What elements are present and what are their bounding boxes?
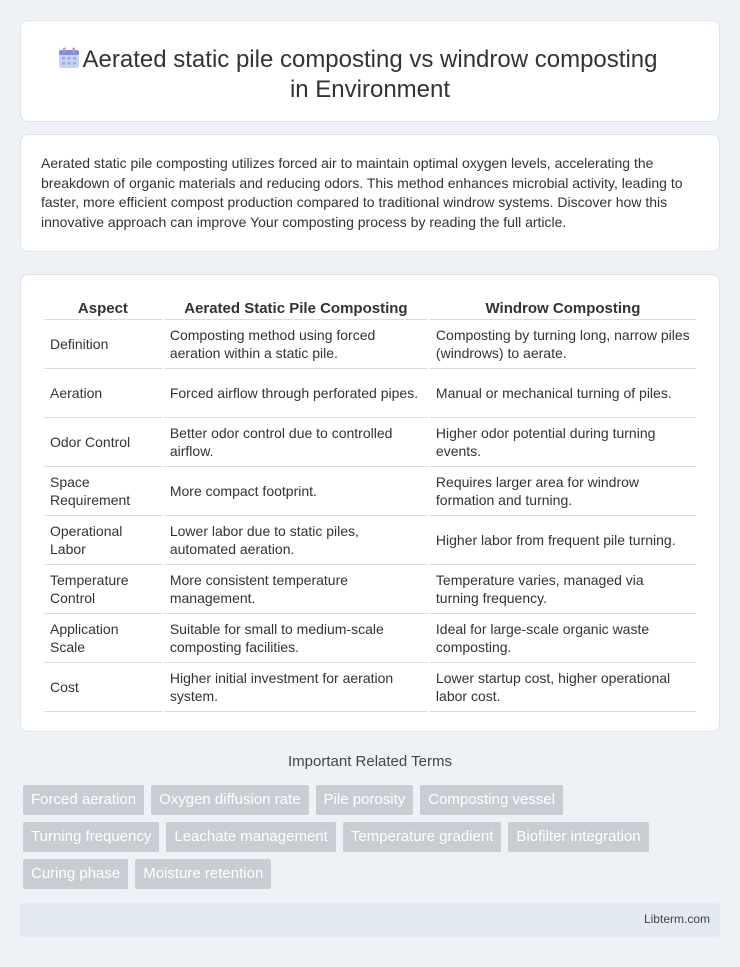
row-windrow: Higher labor from frequent pile turning. [430,516,696,565]
intro-card [20,134,720,252]
row-aerated: More consistent temperature management. [164,565,428,614]
row-aspect: Space Requirement [44,467,162,516]
row-windrow: Manual or mechanical turning of piles. [430,369,696,418]
term-tag[interactable]: Oxygen diffusion rate [151,785,308,815]
page-title-line1: Aerated static pile composting vs windrow composting [82,46,658,73]
row-aerated: Lower labor due to static piles, automated aeration. [164,516,428,565]
table-row [44,614,696,663]
row-aerated: More compact footprint. [164,467,428,516]
row-aspect: Temperature Control [44,565,162,614]
row-windrow: Temperature varies, managed via turning frequency. [430,565,696,614]
comparison-card [20,274,720,732]
row-windrow: Composting by turning long, narrow piles (windrows) to aerate. [430,320,696,369]
row-aspect: Application Scale [44,614,162,663]
footer [20,903,720,937]
row-aerated: Forced airflow through perforated pipes. [164,369,428,418]
row-aspect: Operational Labor [44,516,162,565]
row-aerated: Better odor control due to controlled airflow. [164,418,428,467]
footer-site-link[interactable]: Libterm.com [643,912,710,926]
term-tag[interactable]: Turning frequency [23,822,159,852]
row-aspect: Definition [44,320,162,369]
page-title-line2: in Environment [289,76,451,103]
row-aerated: Higher initial investment for aeration system. [164,663,428,712]
header-aspect: Aspect [44,296,162,320]
row-aspect: Odor Control [44,418,162,467]
related-terms-list [23,785,703,889]
row-windrow: Lower startup cost, higher operational labor cost. [430,663,696,712]
term-tag[interactable]: Pile porosity [316,785,414,815]
table-header-row [44,296,696,320]
table-row [44,369,696,418]
related-terms-heading: Important Related Terms [288,753,452,770]
term-tag[interactable]: Temperature gradient [343,822,502,852]
table-row [44,663,696,712]
comparison-table [42,296,698,712]
row-aspect: Aeration [44,369,162,418]
table-row [44,565,696,614]
header-windrow: Windrow Composting [430,296,696,320]
row-windrow: Requires larger area for windrow formation and turning. [430,467,696,516]
table-row [44,467,696,516]
page-title [21,45,719,105]
term-tag[interactable]: Forced aeration [23,785,144,815]
term-tag[interactable]: Leachate management [166,822,335,852]
term-tag[interactable]: Biofilter integration [508,822,648,852]
term-tag[interactable]: Curing phase [23,859,128,889]
table-row [44,320,696,369]
row-windrow: Ideal for large-scale organic waste composting. [430,614,696,663]
row-windrow: Higher odor potential during turning events. [430,418,696,467]
table-row [44,418,696,467]
term-tag[interactable]: Composting vessel [420,785,563,815]
term-tag[interactable]: Moisture retention [135,859,271,889]
intro-paragraph: Aerated static pile composting utilizes forced air to maintain optimal oxygen levels, accelerating the breakdown of organic materials and reducing odors. This method enhances microbial activity, leading to faster, more efficient compost production compared to traditional windrow systems. Discover how this innovative approach can improve Your composting process by reading the full article. [41,155,683,230]
row-aspect: Cost [44,663,162,712]
row-aerated: Composting method using forced aeration within a static pile. [164,320,428,369]
table-row [44,516,696,565]
row-aerated: Suitable for small to medium-scale composting facilities. [164,614,428,663]
title-card [20,20,720,122]
header-aerated: Aerated Static Pile Composting [164,296,428,320]
